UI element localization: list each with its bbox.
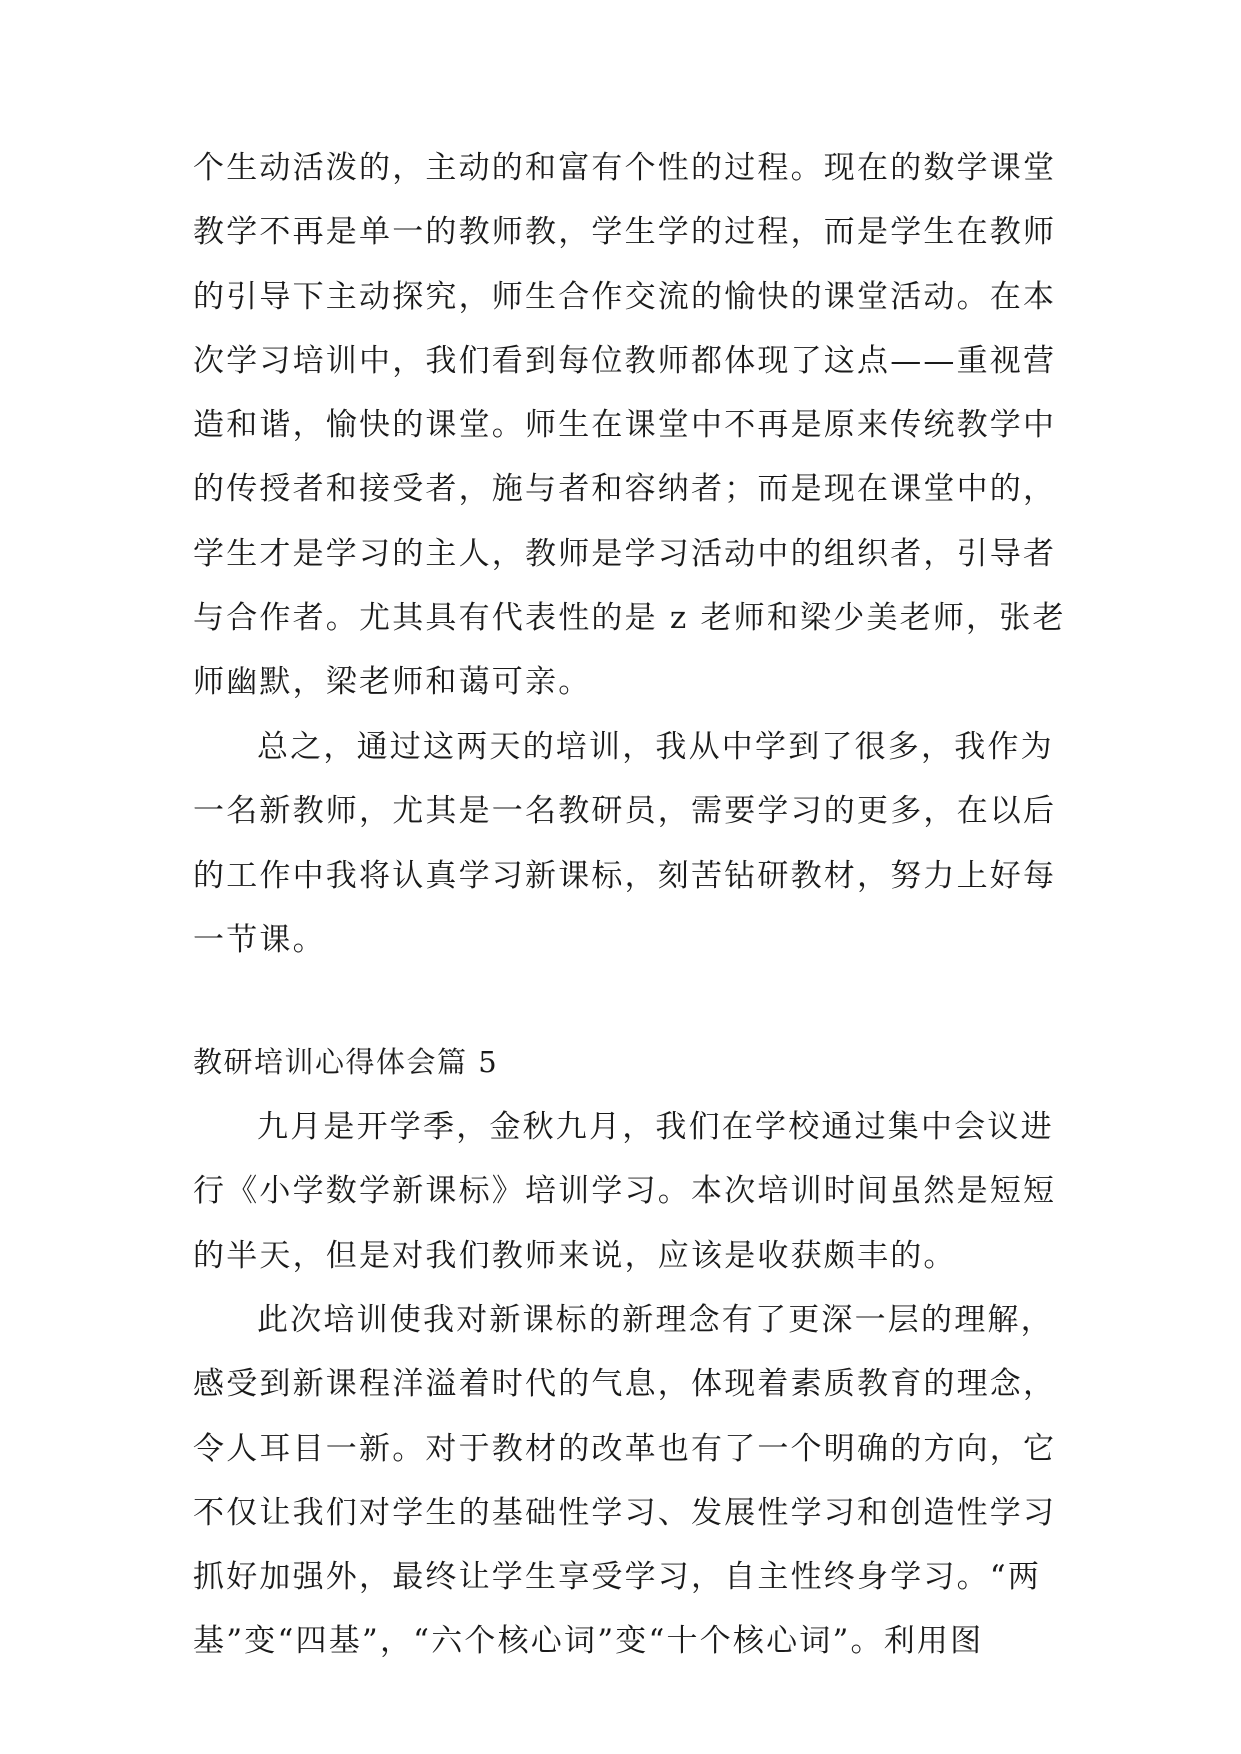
text-line: 九月是开学季，金秋九月，我们在学校通过集中会议进 [257, 1109, 1054, 1145]
text-line: 一名新教师，尤其是一名教研员，需要学习的更多，在以后 [193, 793, 1057, 830]
paragraph-body [193, 1288, 1057, 1674]
text-line: 的半天，但是对我们教师来说，应该是收获颇丰的。 [193, 1237, 957, 1274]
paragraph-continued [193, 136, 1066, 715]
text-line: 此次培训使我对新课标的新理念有了更深一层的理解， [257, 1302, 1054, 1338]
text-line: 行《小学数学新课标》培训学习。本次培训时间虽然是短短 [193, 1173, 1057, 1210]
text-line: 个生动活泼的，主动的和富有个性的过程。现在的数学课堂 [193, 150, 1057, 186]
section-title: 教研培训心得体会篇 5 [193, 1045, 499, 1079]
text-line: 次学习培训中，我们看到每位教师都体现了这点——重视营 [193, 342, 1057, 379]
text-line: 基”变“四基”，“六个核心词”变“十个核心词”。利用图 [193, 1623, 984, 1660]
paragraph-intro [193, 1095, 1057, 1288]
text-line: 不仅让我们对学生的基础性学习、发展性学习和创造性学习 [193, 1494, 1057, 1531]
paragraph-conclusion [193, 715, 1057, 972]
text-line: 令人耳目一新。对于教材的改革也有了一个明确的方向，它 [193, 1430, 1057, 1467]
text-line: 感受到新课程洋溢着时代的气息，体现着素质教育的理念， [193, 1366, 1057, 1403]
text-line: 一节课。 [193, 921, 326, 958]
text-line: 与合作者。尤其具有代表性的是 z 老师和梁少美老师，张老 [193, 600, 1066, 637]
text-line: 的工作中我将认真学习新课标，刻苦钻研教材，努力上好每 [193, 857, 1057, 894]
text-line: 的传授者和接受者，施与者和容纳者；而是现在课堂中的， [193, 471, 1057, 508]
text-line: 抓好加强外，最终让学生享受学习，自主性终身学习。“两 [193, 1559, 1042, 1596]
text-line: 师幽默，梁老师和蔼可亲。 [193, 664, 592, 701]
section-heading [193, 1030, 1053, 1094]
text-line: 学生才是学习的主人，教师是学习活动中的组织者，引导者 [193, 535, 1057, 572]
text-line: 造和谐，愉快的课堂。师生在课堂中不再是原来传统教学中 [193, 407, 1057, 444]
text-line: 总之，通过这两天的培训，我从中学到了很多，我作为 [257, 729, 1054, 765]
text-line: 教学不再是单一的教师教，学生学的过程，而是学生在教师 [193, 214, 1057, 251]
text-line: 的引导下主动探究，师生合作交流的愉快的课堂活动。在本 [193, 278, 1057, 315]
